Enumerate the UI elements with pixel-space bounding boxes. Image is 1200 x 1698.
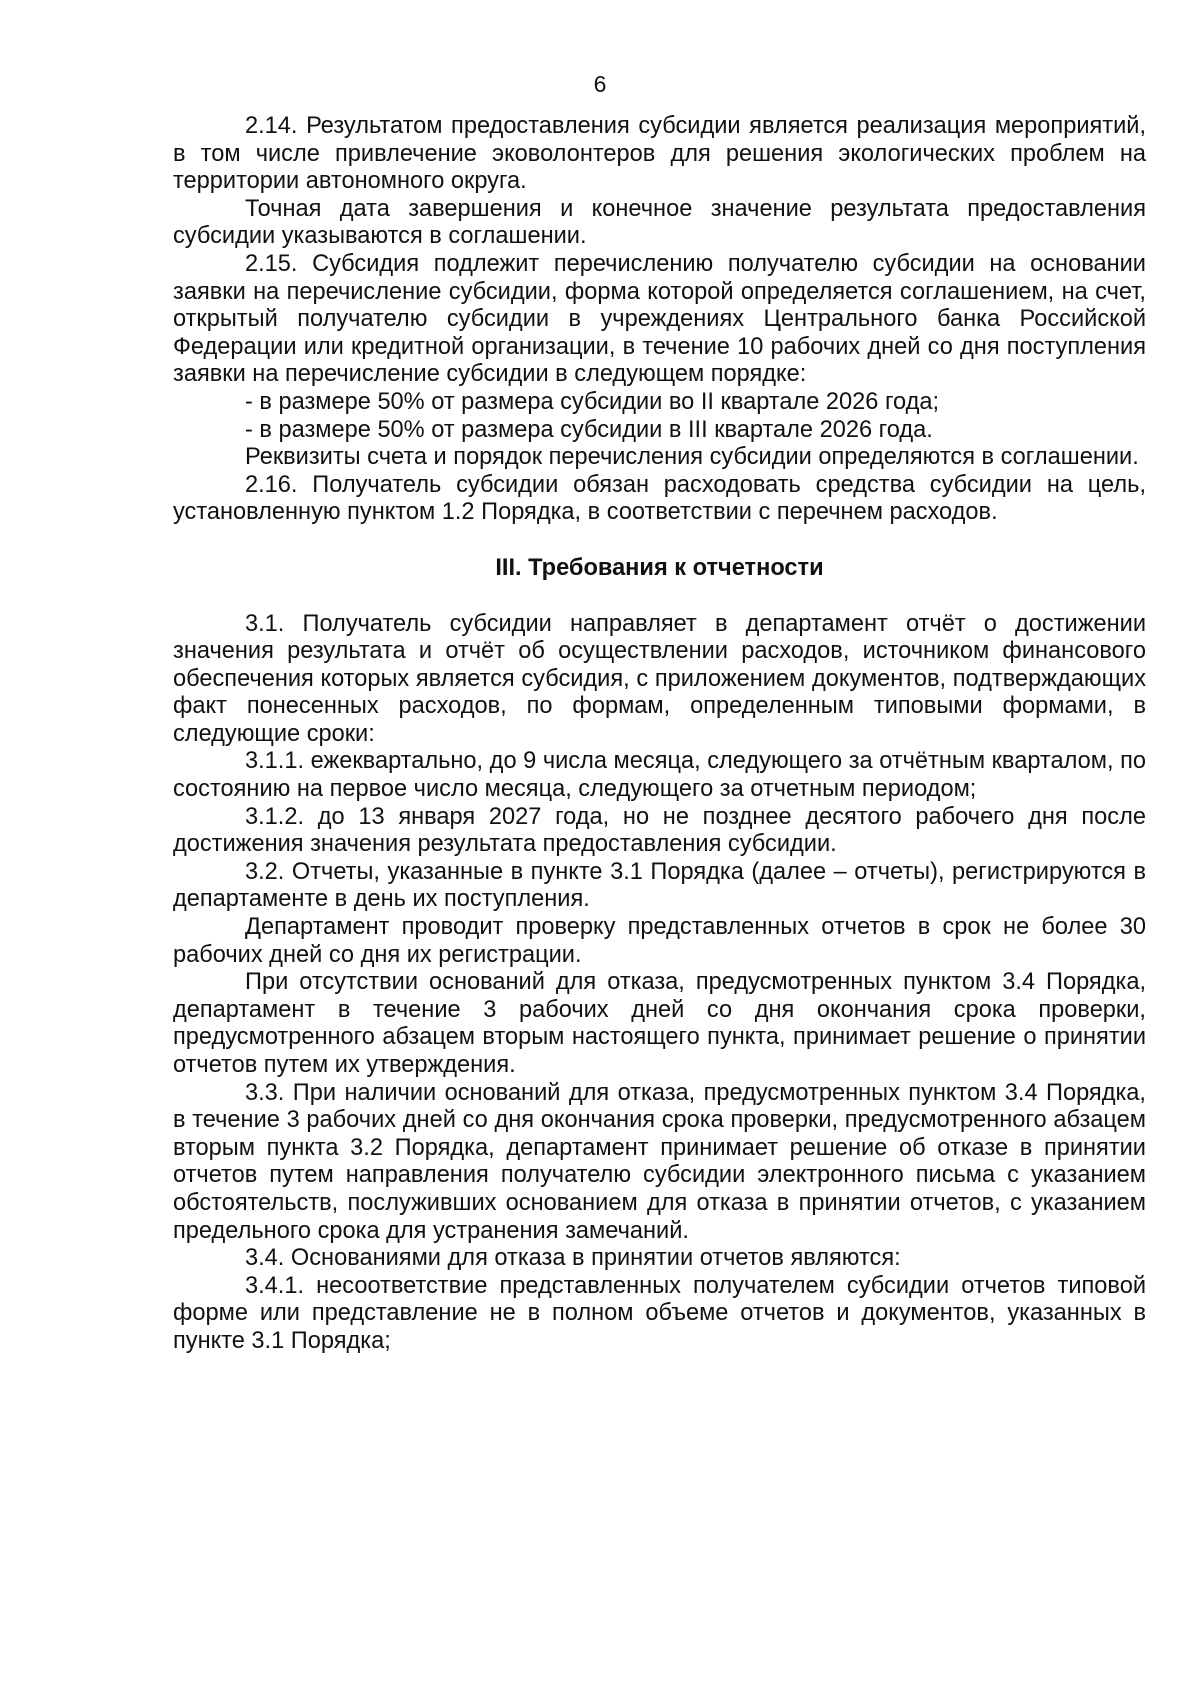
paragraph-result-date: Точная дата завершения и конечное значение результата предоставления субсидии указываются в соглашении. (173, 195, 1146, 250)
paragraph-3-1: 3.1. Получатель субсидии направляет в департамент отчёт о достижении значения результата и отчёт об осуществлении расходов, источником финансового обеспечения которых является субсидия, с приложением документов, подтверждающих факт понесенных расходов, по формам, определенным типовыми формами, в следующие сроки: (173, 610, 1146, 747)
paragraph-3-1-2: 3.1.2. до 13 января 2027 года, но не позднее десятого рабочего дня после достижения значения результата предоставления субсидии. (173, 803, 1146, 858)
paragraph-account-details: Реквизиты счета и порядок перечисления субсидии определяются в соглашении. (245, 444, 1139, 471)
paragraph-3-1-1: 3.1.1. ежеквартально, до 9 числа месяца, следующего за отчётным кварталом, по состоянию на первое число месяца, следующего за отчетным периодом; (173, 748, 1146, 803)
paragraph-3-4: 3.4. Основаниями для отказа в принятии отчетов являются: (245, 1245, 901, 1272)
paragraph-3-2: 3.2. Отчеты, указанные в пункте 3.1 Порядка (далее – отчеты), регистрируются в департаменте в день их поступления. (173, 858, 1146, 913)
section-heading: III. Требования к отчетности (495, 554, 824, 581)
paragraph-verification-period: Департамент проводит проверку представленных отчетов в срок не более 30 рабочих дней со дня их регистрации. (173, 914, 1146, 968)
paragraph-approval-decision: При отсутствии оснований для отказа, предусмотренных пунктом 3.4 Порядка, департамент в течение 3 рабочих дней со дня окончания срока проверки, предусмотренного абзацем вторым настоящего пункта, принимает решение о принятии отчетов путем их утверждения. (173, 969, 1146, 1078)
list-item-q2-payment: - в размере 50% от размера субсидии во II квартале 2026 года; (245, 388, 940, 415)
paragraph-2-15: 2.15. Субсидия подлежит перечислению получателю субсидии на основании заявки на перечисление субсидии, форма которой определяется соглашением, на счет, открытый получателю субсидии в учреждениях Центрального банка Российской Федерации или кредитной организации, в течение 10 рабочих дней со дня поступления заявки на перечисление субсидии в следующем порядке: (173, 250, 1146, 388)
paragraph-3-4-1: 3.4.1. несоответствие представленных получателем субсидии отчетов типовой форме или представление не в полном объеме отчетов и документов, указанных в пункте 3.1 Порядка; (173, 1272, 1146, 1354)
page-number: 6 (593, 71, 607, 97)
paragraph-2-14: 2.14. Результатом предоставления субсидии является реализация мероприятий, в том числе привлечение эковолонтеров для решения экологических проблем на территории автономного округа. (173, 113, 1146, 195)
document-body (173, 113, 1146, 1356)
paragraph-3-3: 3.3. При наличии оснований для отказа, предусмотренных пунктом 3.4 Порядка, в течение 3 рабочих дней со дня окончания срока проверки, предусмотренного абзацем вторым пункта 3.2 Порядка, департамент принимает решение об отказе в принятии отчетов путем направления получателю субсидии электронного письма с указанием обстоятельств, послуживших основанием для отказа в принятии отчетов, с указанием предельного срока для устранения замечаний. (173, 1079, 1146, 1244)
list-item-q3-payment: - в размере 50% от размера субсидии в III квартале 2026 года. (245, 416, 933, 443)
paragraph-2-16: 2.16. Получатель субсидии обязан расходовать средства субсидии на цель, установленную пунктом 1.2 Порядка, в соответствии с перечнем расходов. (173, 471, 1146, 526)
